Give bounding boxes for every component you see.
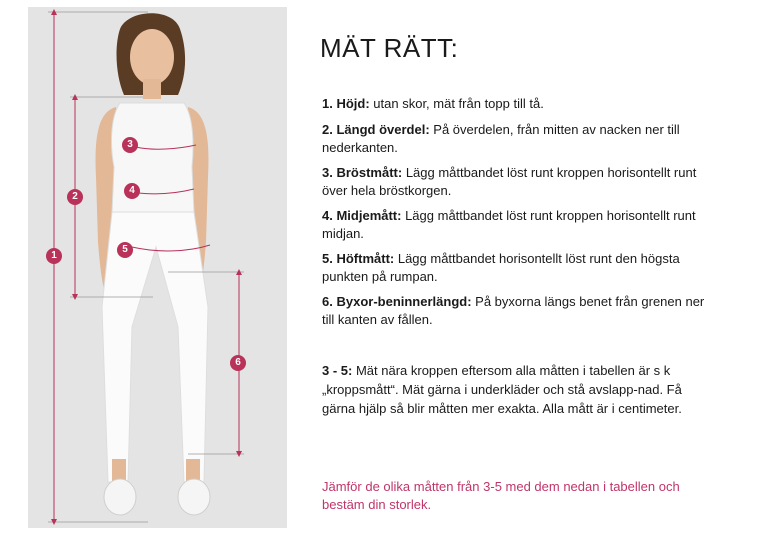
left-sneaker: [104, 479, 136, 515]
step-number: 2.: [322, 122, 333, 137]
tank-top: [112, 103, 194, 212]
page-title: MÄT RÄTT:: [320, 33, 459, 63]
step-height: [322, 95, 707, 113]
step-text: På byxorna längs benet från grenen ner till kanten av fållen.: [322, 294, 705, 327]
step-label: Höjd:: [336, 96, 370, 111]
measurement-note: [322, 361, 707, 418]
step-number: 1.: [322, 96, 333, 111]
face-shape: [130, 29, 174, 85]
marker-3: 3: [122, 137, 138, 153]
right-sneaker: [178, 479, 210, 515]
marker-1: 1: [46, 248, 62, 264]
step-number: 4.: [322, 208, 333, 223]
step-text: På överdelen, från mitten av nacken ner till nederkanten.: [322, 122, 680, 155]
step-chest: [322, 164, 707, 199]
note-text: Mät nära kroppen eftersom alla måtten i tabellen är s k „kroppsmått“. Mät gärna i underkläder och stå avslapp-nad. Få gärna hjälp så blir måtten mer exakta. Alla mått är i centimeter.: [322, 363, 682, 416]
step-text: Lägg måttbandet löst runt kroppen horisontellt runt över hela bröstkorgen.: [322, 165, 697, 198]
step-label: Bröstmått:: [336, 165, 403, 180]
step-label: Längd överdel:: [336, 122, 430, 137]
measurement-photo: [28, 7, 287, 528]
model-figure: [28, 7, 287, 528]
step-text: utan skor, mät från topp till tå.: [369, 96, 544, 111]
step-label: Midjemått:: [336, 208, 402, 223]
marker-6: 6: [230, 355, 246, 371]
marker-4: 4: [124, 183, 140, 199]
step-hips: [322, 250, 707, 285]
step-text: Lägg måttbandet horisontellt löst runt den högsta punkten på rumpan.: [322, 251, 680, 284]
marker-5: 5: [117, 242, 133, 258]
step-inseam: [322, 293, 707, 328]
marker-2: 2: [67, 189, 83, 205]
step-label: Höftmått:: [336, 251, 395, 266]
step-number: 5.: [322, 251, 333, 266]
step-label: Byxor-beninnerlängd:: [336, 294, 472, 309]
note-label: 3 - 5:: [322, 363, 353, 378]
step-number: 6.: [322, 294, 333, 309]
step-waist: [322, 207, 707, 242]
step-top-length: [322, 121, 707, 156]
compare-instruction: Jämför de olika måtten från 3-5 med dem nedan i tabellen och bestäm din storlek.: [322, 479, 680, 512]
step-number: 3.: [322, 165, 333, 180]
step-text: Lägg måttbandet löst runt kroppen horisontellt runt midjan.: [322, 208, 696, 241]
